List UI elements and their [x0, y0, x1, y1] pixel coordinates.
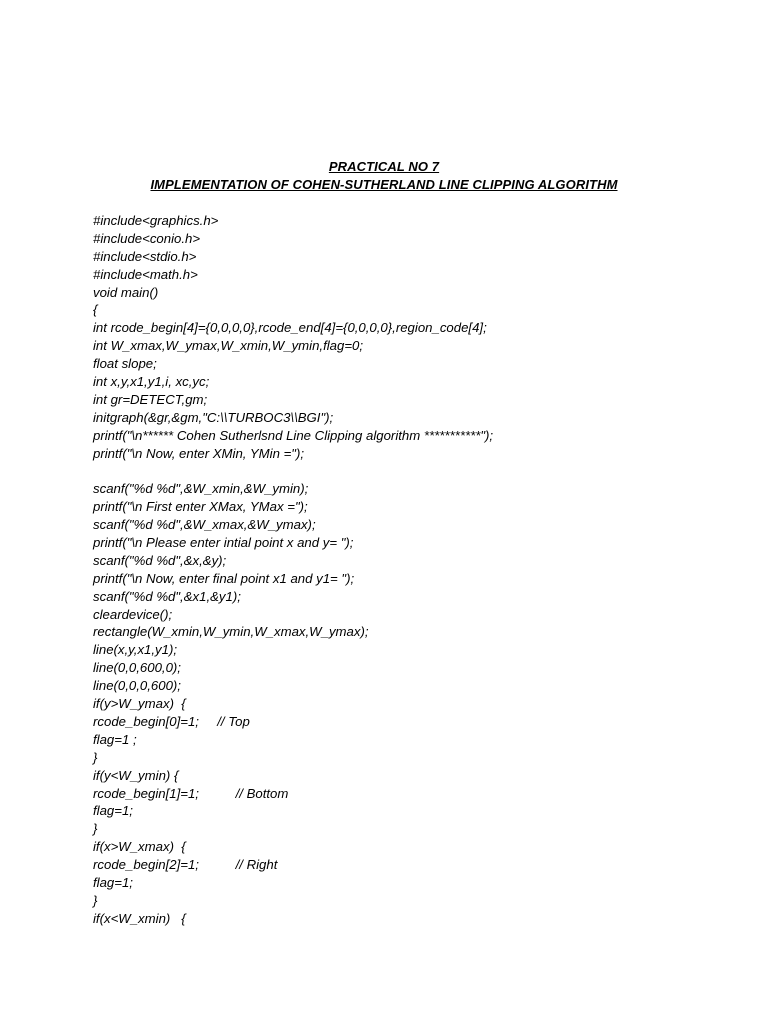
code-line: if(y<W_ymin) {: [93, 767, 179, 783]
code-line: }: [93, 749, 98, 765]
code-line: int gr=DETECT,gm;: [93, 391, 208, 407]
code-line: scanf("%d %d",&x,&y);: [93, 552, 227, 568]
code-line: scanf("%d %d",&W_xmax,&W_ymax);: [93, 517, 316, 533]
code-line: if(x<W_xmin) {: [93, 910, 186, 926]
code-line: }: [93, 821, 98, 837]
code-line: cleardevice();: [93, 606, 173, 622]
code-line: if(x>W_xmax) {: [93, 839, 186, 855]
code-line: rcode_begin[2]=1; // Right: [93, 857, 278, 873]
code-line: #include<stdio.h>: [93, 248, 197, 264]
code-listing: [93, 212, 753, 928]
code-line: [93, 462, 753, 480]
code-line: #include<conio.h>: [93, 230, 201, 246]
code-line: scanf("%d %d",&x1,&y1);: [93, 588, 241, 604]
code-line: #include<math.h>: [93, 266, 198, 282]
code-line: flag=1 ;: [93, 731, 137, 747]
code-line: rcode_begin[0]=1; // Top: [93, 713, 250, 729]
code-line: printf("\n Please enter intial point x and y= ");: [93, 535, 354, 551]
code-line: printf("\n Now, enter XMin, YMin =");: [93, 445, 305, 461]
code-line: {: [93, 302, 98, 318]
code-line: printf("\n****** Cohen Sutherlsnd Line Clipping algorithm ***********");: [93, 427, 494, 443]
code-line: line(0,0,600,0);: [93, 660, 181, 676]
code-line: rcode_begin[1]=1; // Bottom: [93, 785, 289, 801]
code-line: float slope;: [93, 356, 157, 372]
code-line: scanf("%d %d",&W_xmin,&W_ymin);: [93, 481, 309, 497]
code-line: #include<graphics.h>: [93, 213, 219, 228]
code-line: rectangle(W_xmin,W_ymin,W_xmax,W_ymax);: [93, 624, 369, 640]
code-line: line(x,y,x1,y1);: [93, 642, 178, 658]
code-line: int x,y,x1,y1,i, xc,yc;: [93, 374, 210, 390]
page-subtitle: IMPLEMENTATION OF COHEN-SUTHERLAND LINE CLIPPING ALGORITHM: [150, 177, 618, 192]
code-line: printf("\n Now, enter final point x1 and y1= ");: [93, 570, 355, 586]
code-line: initgraph(&gr,&gm,"C:\\TURBOC3\\BGI");: [93, 409, 334, 425]
code-line: line(0,0,0,600);: [93, 678, 181, 694]
page-title: PRACTICAL NO 7: [328, 159, 440, 174]
code-line: if(y>W_ymax) {: [93, 696, 186, 712]
code-line: int rcode_begin[4]={0,0,0,0},rcode_end[4]={0,0,0,0},region_code[4];: [93, 320, 487, 336]
code-line: void main(): [93, 284, 159, 300]
code-line: flag=1;: [93, 874, 133, 890]
code-line: }: [93, 892, 98, 908]
code-line: flag=1;: [93, 803, 133, 819]
code-line: int W_xmax,W_ymax,W_xmin,W_ymin,flag=0;: [93, 338, 364, 354]
code-line: printf("\n First enter XMax, YMax =");: [93, 499, 308, 515]
